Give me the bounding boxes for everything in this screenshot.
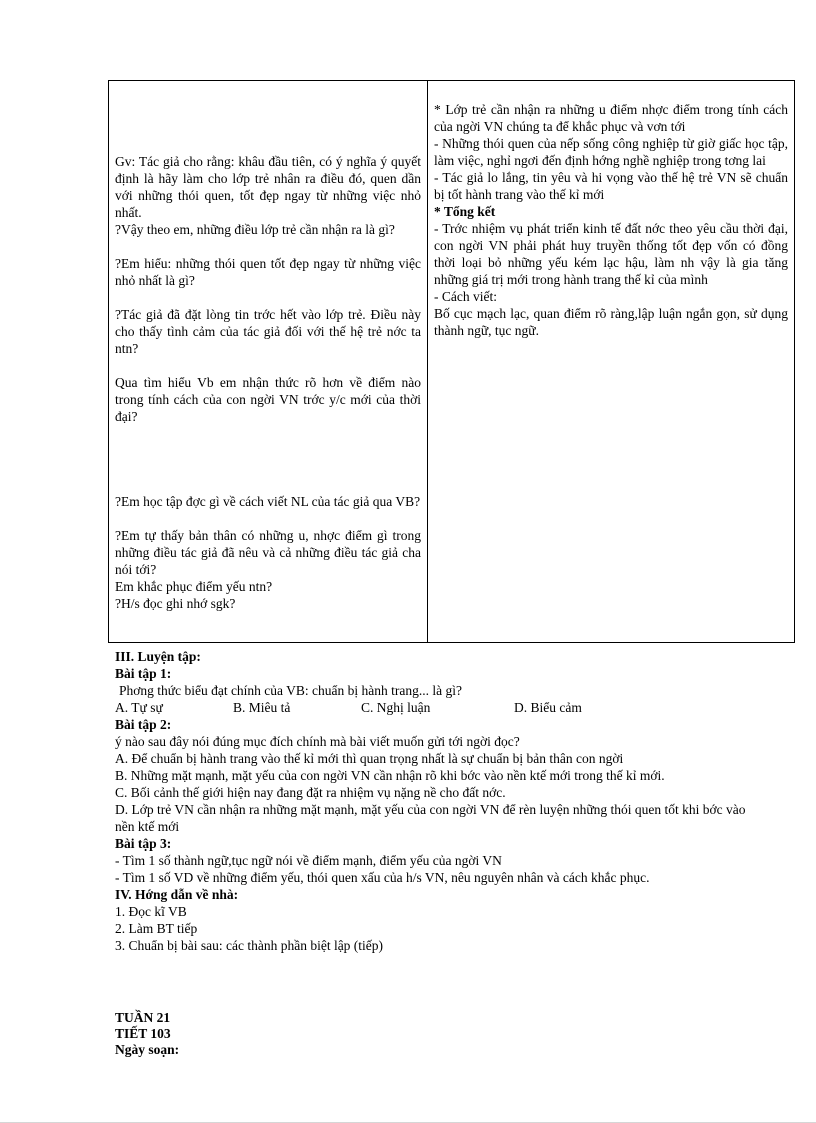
question: ?Tác giả đã đặt lòng tin trớc hết vào lớp trẻ. Điều này cho thấy tình cảm của tác giả đối với thế hệ trẻ nớc ta ntn? <box>115 307 421 356</box>
question: ?Em học tập đợc gì về cách viết NL của tác giả qua VB? <box>115 494 421 509</box>
exercise-title: Bài tập 2: <box>115 717 172 732</box>
teacher-questions-column <box>109 81 428 643</box>
option: B. Những mặt mạnh, mặt yếu của con ngời VN cần nhận rõ khi bớc vào nền ktế mới trong thế kỉ mới. <box>115 768 665 783</box>
homework-item: 3. Chuẩn bị bài sau: các thành phần biệt lập (tiếp) <box>115 938 384 953</box>
exercise-question: Phơng thức biểu đạt chính của VB: chuẩn bị hành trang... là gì? <box>119 683 463 698</box>
answer: - Trớc nhiệm vụ phát triển kinh tế đất nớc theo yêu cầu thời đại, con ngời VN phải phát huy truyền thống tốt đẹp vốn có đồng thời loại bỏ những yếu kém lạc hậu, làm nh vậy là gia tăng những giá trị mới trong hành trang thế kỉ của mình <box>434 221 788 287</box>
exercise-title: Bài tập 3: <box>115 836 172 851</box>
answer: - Cách viết: <box>434 289 497 304</box>
answer: Bố cục mạch lạc, quan điểm rõ ràng,lập luận ngắn gọn, sử dụng thành ngữ, tục ngữ. <box>434 306 788 338</box>
exercise-title: Bài tập 1: <box>115 666 172 681</box>
date-label: Ngày soạn: <box>115 1042 180 1057</box>
exercise-question: ý nào sau đây nói đúng mục đích chính mà bài viết muốn gửi tới ngời đọc? <box>115 734 520 749</box>
answer-options <box>115 699 765 716</box>
question: ?Vậy theo em, những điều lớp trẻ cần nhận ra là gì? <box>115 222 395 237</box>
task: - Tìm 1 số VD về những điểm yếu, thói quen xấu của h/s VN, nêu nguyên nhân và cách khắc phục. <box>115 870 650 885</box>
section-heading: IV. Hớng dẫn về nhà: <box>115 887 239 902</box>
content-column <box>428 81 795 643</box>
teacher-note: Gv: Tác giả cho rằng: khâu đầu tiên, có ý nghĩa ý quyết định là hãy làm cho lớp trẻ nhân ra điều đó, quen dần với những thói quen, tốt đẹp ngay từ những việc nhỏ nhất. <box>115 154 421 220</box>
question: Qua tìm hiểu Vb em nhận thức rõ hơn về điểm nào trong tính cách của con ngời VN trớc y/c mới của thời đại? <box>115 375 421 424</box>
lesson-label: TIẾT 103 <box>115 1026 171 1041</box>
answer: - Tác giả lo lắng, tin yêu và hi vọng vào thế hệ trẻ VN sẽ chuẩn bị tốt hành trang vào thế kỉ mới <box>434 170 788 202</box>
homework-item: 2. Làm BT tiếp <box>115 921 198 936</box>
practice-section <box>115 648 765 954</box>
lesson-header <box>115 1010 179 1058</box>
question: ?H/s đọc ghi nhớ sgk? <box>115 596 236 611</box>
option: B. Miêu tả <box>233 700 291 715</box>
question: ?Em hiểu: những thói quen tốt đẹp ngay từ những việc nhỏ nhất là gì? <box>115 256 421 288</box>
answer: - Những thói quen của nếp sống công nghiệp từ giờ giấc học tập, làm việc, nghỉ ngơi đến định hớng nghề nghiệp trong tơng lai <box>434 136 788 168</box>
answer: * Lớp trẻ cần nhận ra những u điểm nhợc điểm trong tính cách của ngời VN chúng ta để khắc phục và vơn tới <box>434 102 788 134</box>
week-label: TUẦN 21 <box>115 1010 171 1025</box>
option: D. Lớp trẻ VN cần nhận ra những mặt mạnh, mặt yếu của con ngời VN để rèn luyện những thói quen tốt khi bớc vào nền ktế mới <box>115 802 746 834</box>
option: C. Bối cảnh thế giới hiện nay đang đặt ra nhiệm vụ nặng nề cho đất nớc. <box>115 785 506 800</box>
question: Em khắc phục điểm yếu ntn? <box>115 579 273 594</box>
option: A. Để chuẩn bị hành trang vào thế kỉ mới thì quan trọng nhất là sự chuẩn bị bản thân con ngời <box>115 751 624 766</box>
section-heading: III. Luyện tập: <box>115 649 201 664</box>
question: ?Em tự thấy bản thân có những u, nhợc điểm gì trong những điều tác giả đã nêu và cả những điều tác giả cha nói tới? <box>115 528 421 577</box>
lesson-table <box>108 80 795 643</box>
homework-item: 1. Đọc kĩ VB <box>115 904 187 919</box>
task: - Tìm 1 số thành ngữ,tục ngữ nói về điểm mạnh, điểm yếu của ngời VN <box>115 853 502 868</box>
option: D. Biểu cảm <box>514 700 582 715</box>
option: C. Nghị luận <box>361 700 431 715</box>
summary-heading: * Tổng kết <box>434 204 496 219</box>
option: A. Tự sự <box>115 700 163 715</box>
